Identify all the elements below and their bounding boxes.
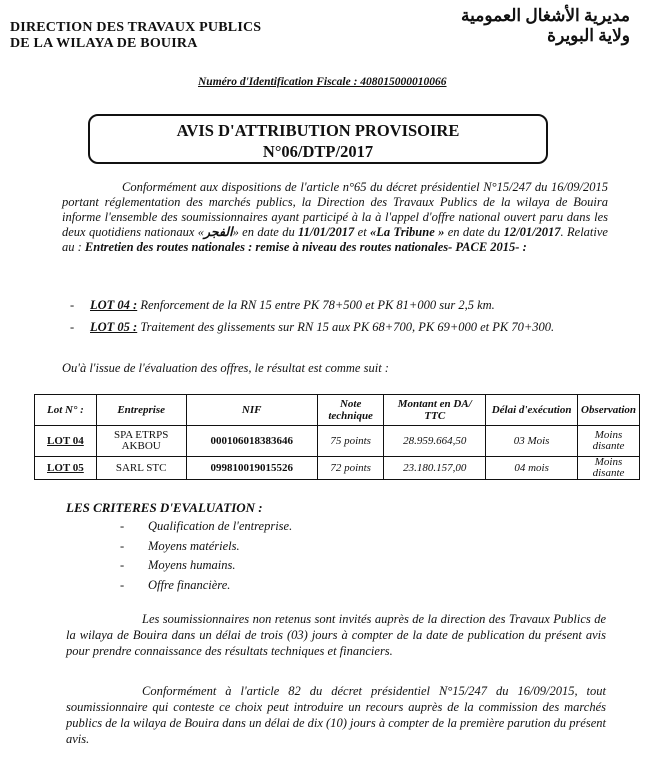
intro-paragraph: [62, 180, 608, 255]
cell-observation: Moins disante: [578, 426, 640, 457]
cell-nif: 099810019015526: [186, 457, 317, 480]
notice-title-box: [88, 114, 548, 164]
criterion-text: Qualification de l'entreprise.: [148, 519, 293, 533]
lots-list: [70, 298, 630, 342]
cell-note: 75 points: [317, 426, 383, 457]
criteria-title: LES CRITERES D'EVALUATION :: [66, 500, 263, 515]
header-delai: Délai d'exécution: [486, 395, 578, 426]
notice-number: N°06/DTP/2017: [262, 142, 374, 161]
list-item: [120, 556, 292, 576]
lot-item: [70, 298, 630, 313]
header-nif: NIF: [186, 395, 317, 426]
newspaper-latin: «La Tribune »: [370, 225, 445, 239]
header-right-line1: مديرية الأشغال العمومية: [461, 6, 630, 25]
intro-text-3: et: [354, 225, 371, 239]
fiscal-id-line: Numéro d'Identification Fiscale : 408015000010066: [198, 76, 447, 88]
intro-text-2: » en date du: [232, 225, 299, 239]
list-item: [120, 517, 292, 537]
notice-title: AVIS D'ATTRIBUTION PROVISOIRE: [176, 121, 460, 140]
criterion-text: Moyens matériels.: [148, 538, 240, 553]
table-header-row: [35, 395, 640, 426]
header-left: [10, 20, 261, 52]
header-left-line2: DE LA WILAYA DE BOUIRA: [10, 36, 198, 51]
bullet-dash: -: [70, 298, 75, 312]
header-entreprise: Entreprise: [96, 395, 186, 426]
lot-description: Traitement des glissements sur RN 15 aux PK 68+700, PK 69+000 et PK 70+300.: [137, 320, 555, 334]
non-retained-paragraph: Les soumissionnaires non retenus sont invités auprès de la direction des Travaux Publics de la wilaya de Bouira dans un délai de trois (03) jours à compter de la date de publication du présent avis pour prendre connaissance des résultats techniques et financiers.: [66, 612, 606, 658]
header-montant: Montant en DA/ TTC: [384, 395, 486, 426]
results-intro: Ou'à l'issue de l'évaluation des offres, le résultat est comme suit :: [62, 361, 389, 375]
list-item: [120, 576, 292, 596]
lot-item: [70, 320, 630, 335]
bullet-dash: -: [120, 538, 125, 553]
criterion-text: Moyens humains.: [148, 558, 236, 572]
cell-montant: 23.180.157,00: [384, 457, 486, 480]
results-table: [34, 394, 640, 480]
cell-lot: LOT 05: [35, 457, 97, 480]
lot-description: Renforcement de la RN 15 entre PK 78+500 et PK 81+000 sur 2,5 km.: [137, 298, 495, 312]
table-row: [35, 426, 640, 457]
intro-text-4: en date du: [444, 225, 504, 239]
header-right-line2: ولاية البويرة: [547, 26, 630, 45]
cell-montant: 28.959.664,50: [384, 426, 486, 457]
intro-text-5: . Relative au :: [62, 225, 608, 254]
header-right: [461, 6, 630, 46]
header-note: Note technique: [317, 395, 383, 426]
project-subject: Entretien des routes nationales : remise à niveau des routes nationales- PACE 2015- :: [84, 240, 527, 254]
lot-name: LOT 05 :: [90, 320, 138, 334]
cell-note: 72 points: [317, 457, 383, 480]
cell-delai: 03 Mois: [486, 426, 578, 457]
cell-nif: 000106018383646: [186, 426, 317, 457]
newspaper-arabic: الفجر: [203, 225, 233, 239]
cell-delai: 04 mois: [486, 457, 578, 480]
cell-entreprise: SARL STC: [96, 457, 186, 480]
criterion-text: Offre financière.: [148, 577, 231, 592]
bullet-dash: -: [120, 577, 125, 592]
cell-entreprise: SPA ETRPS AKBOU: [96, 426, 186, 457]
criteria-list: [120, 517, 292, 595]
lot-name: LOT 04 :: [90, 298, 138, 312]
header-lot: Lot N° :: [35, 395, 97, 426]
publication-date-2: 12/01/2017: [503, 225, 561, 239]
bullet-dash: -: [70, 320, 75, 334]
header-observation: Observation: [578, 395, 640, 426]
publication-date-1: 11/01/2017: [298, 225, 355, 239]
bullet-dash: -: [120, 558, 125, 572]
intro-text-1: Conformément aux dispositions de l'article n°65 du décret présidentiel N°15/247 du 16/09/2015 portant réglementation des marchés publics, la Direction des Travaux Publics de la wilaya de Bouira informe l'ensemble des soumissionnaires ayant participé à la à l'appel d'offre national ouvert paru dans les deux quotidiens nationaux «: [62, 180, 608, 239]
bullet-dash: -: [120, 519, 125, 533]
table-row: [35, 457, 640, 480]
appeal-paragraph: Conformément à l'article 82 du décret présidentiel N°15/247 du 16/09/2015, tout soumissionnaire qui conteste ce choix peut introduire un recours auprès de la commission des marchés publics de la wilaya de Bouira dans un délai de dix (10) jours à compter de la première parution du présent avis.: [66, 684, 606, 746]
header-left-line1: DIRECTION DES TRAVAUX PUBLICS: [10, 20, 262, 35]
cell-observation: Moins disante: [578, 457, 640, 480]
list-item: [120, 537, 292, 557]
cell-lot: LOT 04: [35, 426, 97, 457]
